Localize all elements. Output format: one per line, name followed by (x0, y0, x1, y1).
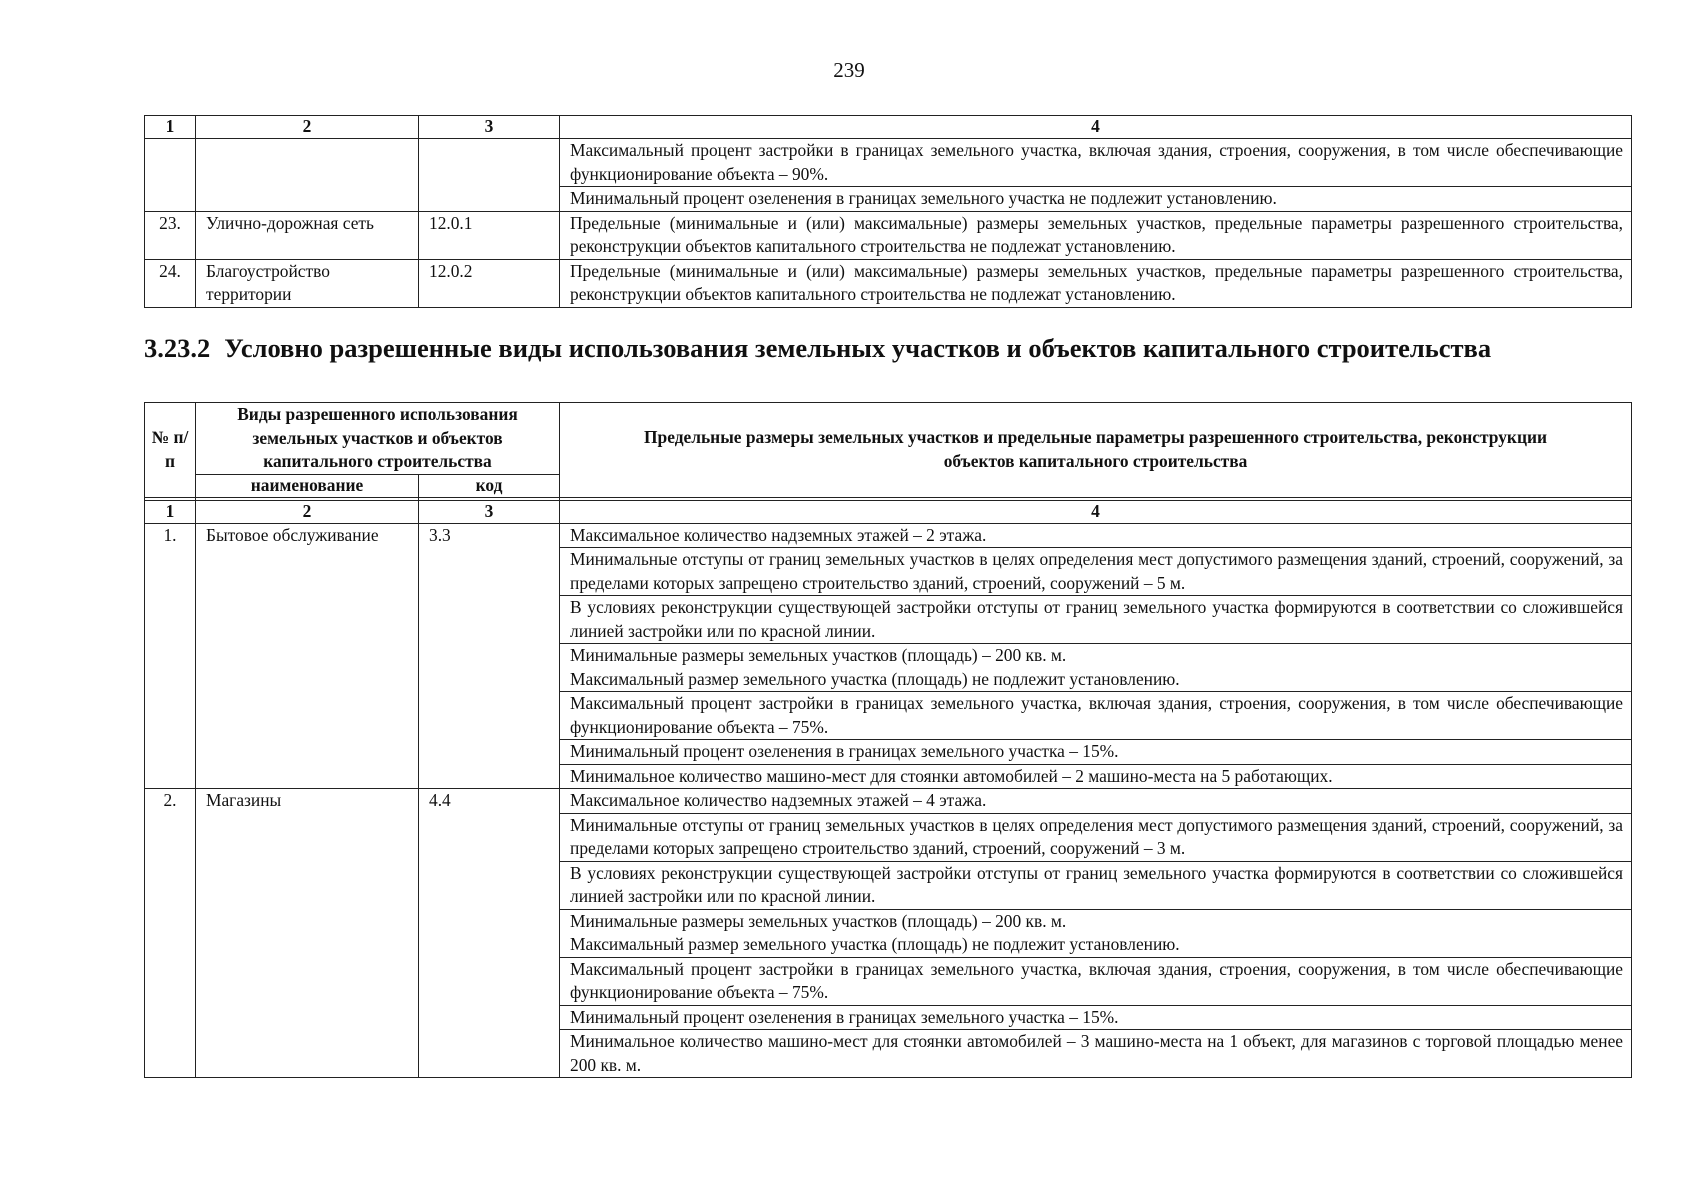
column-number: 2 (196, 500, 419, 523)
use-name: Улично-дорожная сеть (196, 211, 419, 259)
table-header-row (145, 403, 1632, 475)
table-row (145, 211, 1632, 259)
table-row (145, 259, 1632, 307)
parameter-cell: Максимальный процент застройки в границах земельного участка, включая здания, строения, сооружения, в том числе обеспечивающие функционирование объекта – 75%. (560, 957, 1632, 1005)
header-num-text: № п/п (151, 427, 189, 471)
parameter-cell: Минимальное количество машино-мест для стоянки автомобилей – 2 машино-места на 5 работающих. (560, 764, 1632, 789)
header-num (145, 403, 196, 498)
continuation-table (144, 115, 1632, 308)
use-code: 12.0.1 (419, 211, 560, 259)
column-number: 1 (145, 116, 196, 139)
table-row (145, 139, 1632, 187)
parameter-cell: Минимальные размеры земельных участков (площадь) – 200 кв. м. Максимальный размер земельного участка (площадь) не подлежит установлению. (560, 909, 1632, 957)
column-number-row (145, 500, 1632, 523)
use-name (196, 139, 419, 212)
section-title: Условно разрешенные виды использования земельных участков и объектов капитального строительства (224, 333, 1492, 363)
parameter-cell: Минимальные отступы от границ земельных участков в целях определения мест допустимого размещения зданий, строений, сооружений, за пределами которых запрещено строительство зданий, строений, сооружений – 5 м. (560, 548, 1632, 596)
parameter-cell: Минимальное количество машино-мест для стоянки автомобилей – 3 машино-места на 1 объект, для магазинов с торговой площадью менее 200 кв. м. (560, 1030, 1632, 1078)
parameter-cell: Минимальные размеры земельных участков (площадь) – 200 кв. м. Максимальный размер земельного участка (площадь) не подлежит установлению. (560, 644, 1632, 692)
use-code: 3.3 (419, 523, 560, 789)
table-row (145, 789, 1632, 814)
page-number: 239 (833, 58, 865, 82)
column-number-row (145, 116, 1632, 139)
header-name: наименование (196, 474, 419, 497)
use-name: Бытовое обслуживание (196, 523, 419, 789)
parameter-cell: Максимальное количество надземных этажей – 4 этажа. (560, 789, 1632, 814)
parameter-cell: Минимальные отступы от границ земельных участков в целях определения мест допустимого размещения зданий, строений, сооружений, за пределами которых запрещено строительство зданий, строений, сооружений – 3 м. (560, 813, 1632, 861)
column-number: 3 (419, 500, 560, 523)
column-number: 4 (560, 500, 1632, 523)
parameter-cell: Максимальный процент застройки в границах земельного участка, включая здания, строения, сооружения, в том числе обеспечивающие функционирование объекта – 75%. (560, 692, 1632, 740)
column-number: 1 (145, 500, 196, 523)
use-code: 12.0.2 (419, 259, 560, 307)
row-number (145, 139, 196, 212)
parameter-cell: Минимальный процент озеленения в границах земельного участка – 15%. (560, 1005, 1632, 1030)
use-code: 4.4 (419, 789, 560, 1078)
table-row (145, 523, 1632, 548)
row-number: 24. (145, 259, 196, 307)
section-heading (144, 333, 1674, 364)
column-number: 2 (196, 116, 419, 139)
parameter-cell: Предельные (минимальные и (или) максимальные) размеры земельных участков, предельные параметры разрешенного строительства, реконструкции объектов капитального строительства не подлежат установлению. (560, 211, 1632, 259)
parameter-cell: Предельные (минимальные и (или) максимальные) размеры земельных участков, предельные параметры разрешенного строительства, реконструкции объектов капитального строительства не подлежат установлению. (560, 259, 1632, 307)
parameter-cell: Максимальный процент застройки в границах земельного участка, включая здания, строения, сооружения, в том числе обеспечивающие функционирование объекта – 90%. (560, 139, 1632, 187)
column-number: 3 (419, 116, 560, 139)
row-number: 2. (145, 789, 196, 1078)
row-number: 1. (145, 523, 196, 789)
header-params: Предельные размеры земельных участков и предельные параметры разрешенного строительства, реконструкции объектов капитального строительства (560, 403, 1632, 498)
conditional-uses-table (144, 402, 1632, 1078)
use-name: Благоустройство территории (196, 259, 419, 307)
parameter-cell: Минимальный процент озеленения в границах земельного участка не подлежит установлению. (560, 187, 1632, 212)
parameter-cell: Максимальное количество надземных этажей – 2 этажа. (560, 523, 1632, 548)
row-number: 23. (145, 211, 196, 259)
parameter-cell: В условиях реконструкции существующей застройки отступы от границ земельного участка формируются в соответствии со сложившейся линией застройки или по красной линии. (560, 861, 1632, 909)
use-name: Магазины (196, 789, 419, 1078)
column-number: 4 (560, 116, 1632, 139)
section-number: 3.23.2 (144, 333, 211, 363)
use-code (419, 139, 560, 212)
parameter-cell: Минимальный процент озеленения в границах земельного участка – 15%. (560, 740, 1632, 765)
parameter-cell: В условиях реконструкции существующей застройки отступы от границ земельного участка формируются в соответствии со сложившейся линией застройки или по красной линии. (560, 596, 1632, 644)
header-types: Виды разрешенного использования земельных участков и объектов капитального строительства (196, 403, 560, 475)
header-code: код (419, 474, 560, 497)
